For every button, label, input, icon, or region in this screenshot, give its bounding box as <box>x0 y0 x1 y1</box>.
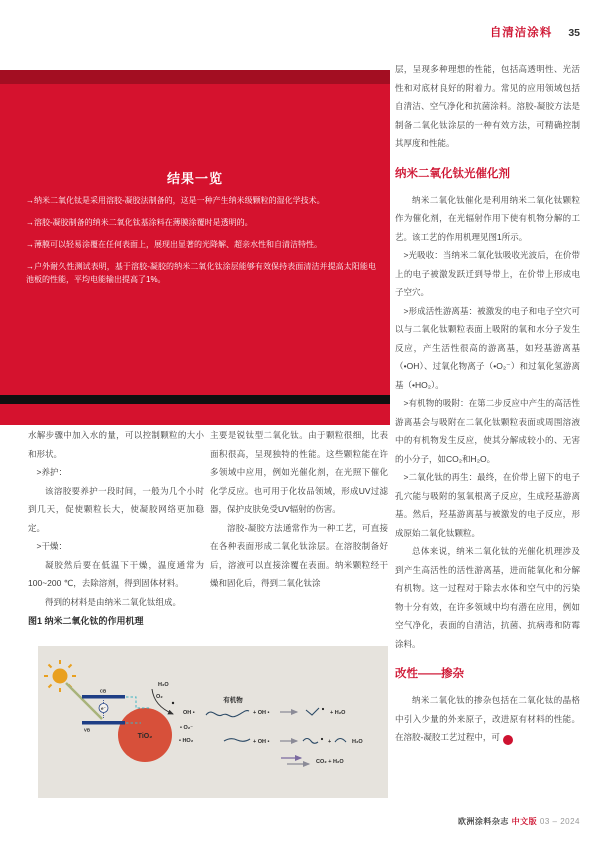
results-box-shadow-strip <box>0 395 390 404</box>
results-bullet: →薄膜可以轻易涂覆在任何表面上，展现出显著的光降解、超亲水性和自清洁特性。 <box>26 240 322 249</box>
issue-label: 03 – 2024 <box>539 817 580 826</box>
o2-label: O₂ <box>156 694 163 700</box>
figure-caption: 图1 纳米二氧化钛的作用机理 <box>28 616 144 626</box>
page-footer <box>458 816 580 827</box>
section-heading-photocatalyst: 纳米二氧化钛光催化剂 <box>395 167 510 180</box>
paragraph: 该溶胶要养护一段时间，一般为几个小时到几天，促使颗粒长大，使凝胶网络更加稳定。 <box>28 485 204 533</box>
paragraph: 纳米二氧化钛催化是利用纳米二氧化钛颗粒作为催化剂，在光辐射作用下使有机物分解的工艺。该工艺的作用机理见图1所示。 <box>395 194 580 242</box>
band-diagram <box>82 689 125 733</box>
results-bullet: →溶胶-凝胶制备的纳米二氧化钛基涂料在薄膜涂覆时是透明的。 <box>26 218 253 227</box>
edition-label: 中文版 <box>511 817 538 826</box>
plus-oh-label: + OH • <box>253 710 270 716</box>
paragraph-text: 纳米二氧化钛的掺杂包括在二氧化钛的晶格中引入少量的外来原子，改进原有材料的性能。在溶胶-凝胶工艺过程中，可 <box>395 695 580 742</box>
results-bullet-list <box>26 194 376 295</box>
paragraph: 总体来说，纳米二氧化钛的光催化机理涉及到产生高活性的活性游离基，进而能氧化和分解有机物。这一过程对于除去水体和空气中的污染物十分有效，在许多领域中均有潜在应用，例如空气净化，表面的自清洁，抗菌、抗病毒和防霉涂料。 <box>395 546 580 649</box>
paragraph: 凝胶然后要在低温下干燥，温度通常为100~200 ℃，去除溶剂，得到固体材料。 <box>28 559 204 588</box>
paragraph: >有机物的吸附：在第二步反应中产生的高活性游离基会与吸附在二氧化钛颗粒表面或周围溶液中的有机物发生反应，使其分解成较小的、无害的小分子，如CO₂和H₂O。 <box>395 398 580 464</box>
paragraph: 溶胶-凝胶方法通常作为一种工艺，可直接在各种表面形成二氧化钛涂层。在溶胶制备好后，溶液可以直接涂覆在表面。纳米颗粒经干燥和固化后，得到二氧化钛涂 <box>210 522 388 588</box>
magazine-name: 欧洲涂料杂志 <box>457 817 509 826</box>
h2o-label: H₂O <box>158 682 169 688</box>
results-overview-box <box>0 70 390 425</box>
product-label: + H₂O <box>330 710 346 716</box>
radical-labels <box>179 710 195 744</box>
step-label-curing: >养护： <box>36 467 67 477</box>
results-bullet: →户外耐久性测试表明，基于溶胶-凝胶的纳米二氧化钛涂层能够有效保持表面清洁并提高太阳能电池板的性能，平均电能输出提高了1%。 <box>26 262 376 284</box>
paragraph: >二氧化钛的再生：最终，在价带上留下的电子孔穴能与吸附的氢氧根离子反应，生成羟基游离基。然后，羟基游离基与被激发的电子反应，形成原始二氧化钛颗粒。 <box>395 472 580 538</box>
paragraph <box>395 691 580 747</box>
paragraph: >光吸收：当纳米二氧化钛吸收光波后，在价带上的电子被激发跃迁到导带上，在价带上形成电子空穴。 <box>395 250 580 297</box>
valence-band-label: VB <box>83 727 91 733</box>
results-title: 结果一览 <box>166 171 223 186</box>
superoxide-label: • O₂⁻ <box>180 725 194 731</box>
results-box-top-strip <box>0 70 390 84</box>
tio2-label: TiO₂ <box>137 733 153 740</box>
light-ray-line <box>66 683 102 719</box>
page-header <box>490 24 580 40</box>
mechanism-svg <box>38 646 388 798</box>
figure-mechanism-diagram <box>38 646 388 798</box>
mineralization-product-label: CO₂ + H₂O <box>316 759 344 765</box>
reaction-row-3 <box>281 758 344 765</box>
body-column-left <box>28 426 204 611</box>
results-bullet: →纳米二氧化钛是采用溶胶-凝胶法制备的，这是一种产生纳米级颗粒的湿化学技术。 <box>26 196 325 205</box>
product-label: H₂O <box>352 739 363 745</box>
plus-oh-label: + OH • <box>253 739 270 745</box>
step-label-drying: >干燥： <box>36 541 67 551</box>
electron-label: e⁻ <box>101 706 106 711</box>
paragraph: 得到的材料是由纳米二氧化钛组成。 <box>45 596 182 607</box>
body-column-right <box>395 60 580 747</box>
page-number: 35 <box>568 27 580 39</box>
oh-radical-label: OH • <box>183 710 195 716</box>
conduction-band-label: CB <box>99 688 107 694</box>
plus-label: + <box>328 739 332 745</box>
paragraph: 主要是锐钛型二氧化钛。由于颗粒很细，比表面积很高，呈现独特的性能。这些颗粒能在许多领域中应用，例如光催化剂，在光照下催化化学反应。也可用于化妆品领域，形成UV过滤器，保护皮肤免受UV辐射的伤害。 <box>210 430 388 514</box>
ho2-radical-label: • HO₂ <box>179 738 194 744</box>
tio2-particle <box>118 708 172 762</box>
paragraph: 水解步骤中加入水的量，可以控制颗粒的大小和形状。 <box>28 430 204 459</box>
oxygen-water-uptake <box>152 682 174 714</box>
section-title: 自清洁涂料 <box>489 27 553 39</box>
reaction-row-1 <box>206 708 346 717</box>
continue-arrow-icon: ❯ <box>503 735 513 745</box>
section-heading-doping: 改性——掺杂 <box>395 668 464 680</box>
reaction-row-2 <box>224 738 363 745</box>
body-column-middle <box>210 426 388 593</box>
paragraph: >形成活性游离基：被激发的电子和电子空穴可以与二氧化钛颗粒表面上吸附的氧和水分子发生反应，产生活性很高的游离基，如羟基游离基（•OH）、过氧化物离子（•O₂⁻）和过氧化氢游离基（•HO₂）。 <box>395 305 580 390</box>
organics-label: 有机物 <box>223 697 243 704</box>
paragraph: 层，呈现多种理想的性能，包括高透明性、光活性和对底材良好的附着力。常见的应用领域包括自清洁、空气净化和抗菌涂料。溶胶-凝胶方法是制备二氧化钛涂层的一种有效方法，可精确控制其厚度和性能。 <box>395 64 580 148</box>
